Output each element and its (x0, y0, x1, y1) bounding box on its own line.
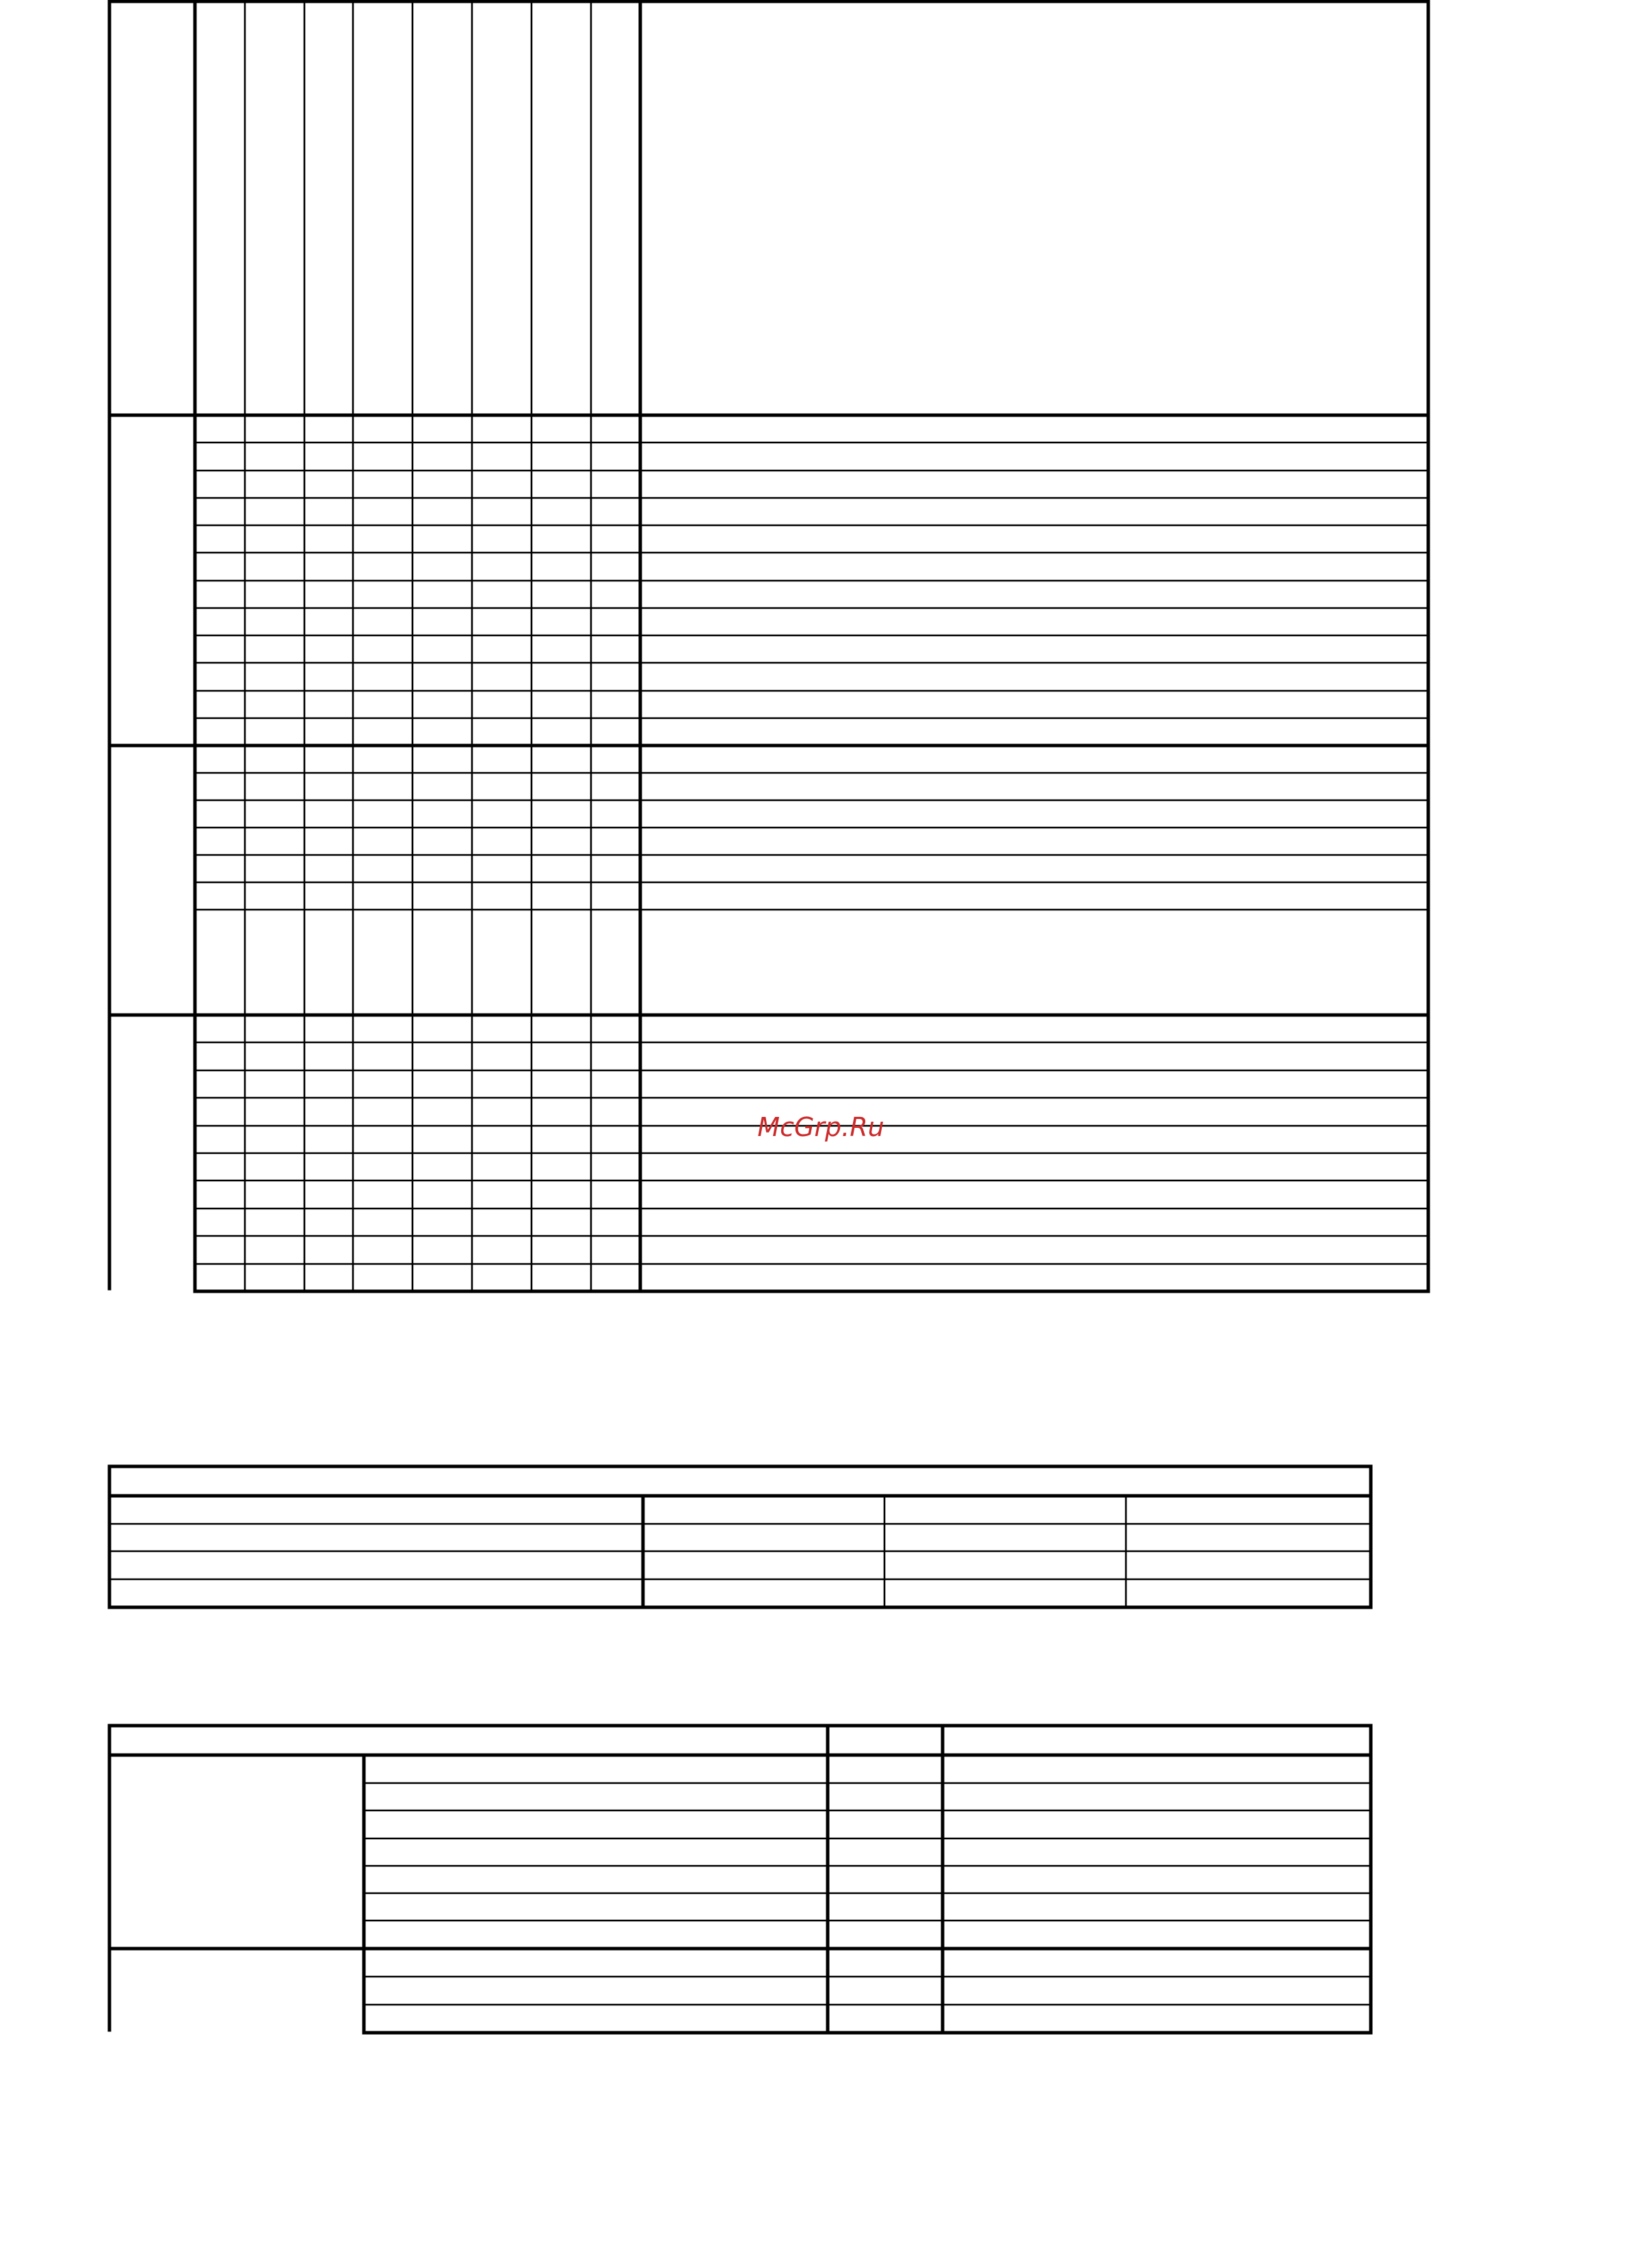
watermark: McGrp.Ru (757, 1112, 884, 1142)
